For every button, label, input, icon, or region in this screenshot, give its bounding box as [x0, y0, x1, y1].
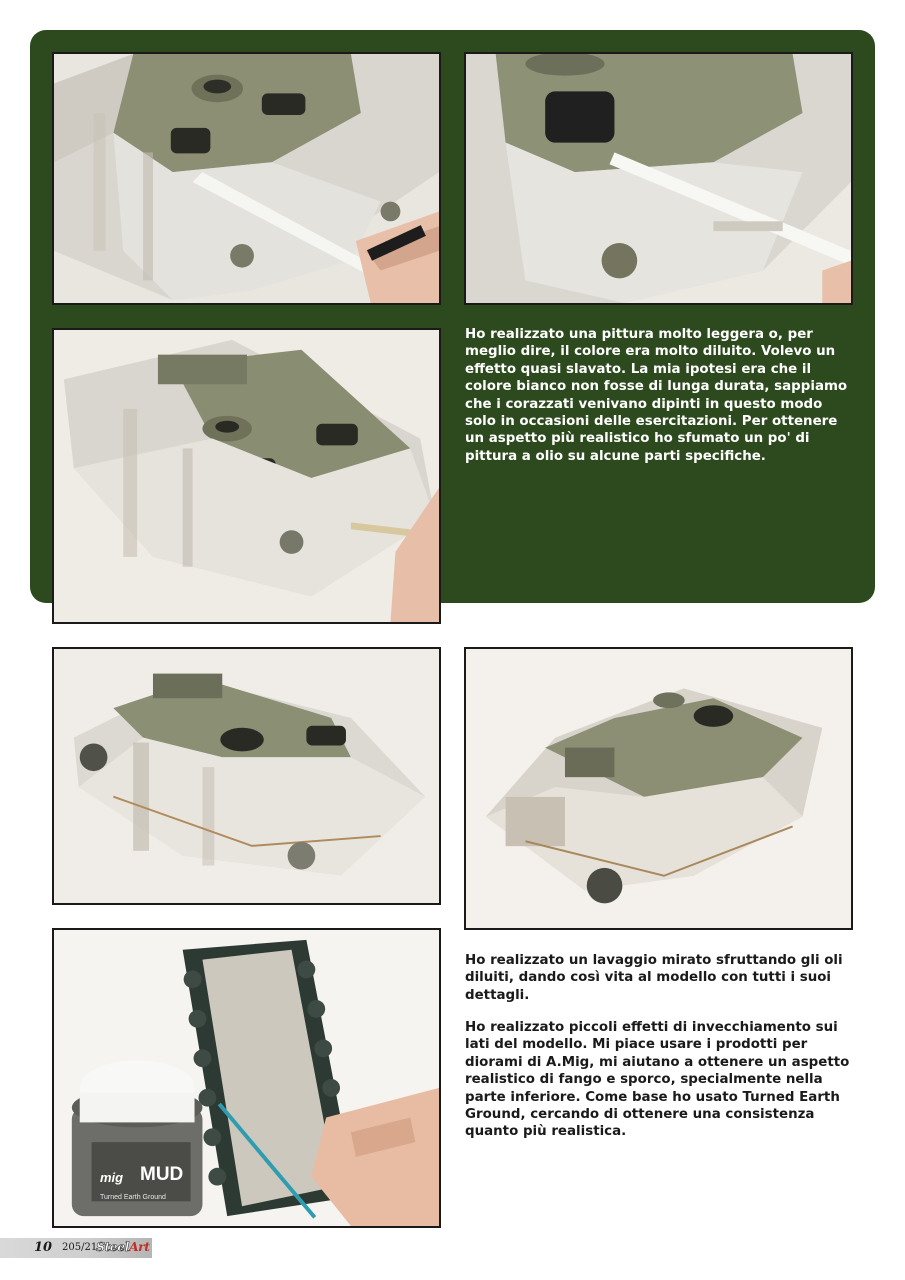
- photo-vehicle-rear-view: [464, 647, 853, 930]
- photo-mud-weathering: [52, 928, 441, 1228]
- logo-art-text: Art: [128, 1239, 150, 1254]
- mud-product-label: MUD: [140, 1164, 184, 1185]
- caption-weathering: Ho realizzato piccoli effetti di invecchiamento sui lati del modello. Mi piace usare i prodotti per diorami di A.Mig, mi aiutano a ottenere un aspetto realistico di fango e sporco, specialmente nella parte inferiore. Come base ho usato Turned Earth Ground, cercando di ottenere una consistenza quanto più realistica.: [465, 1020, 850, 1140]
- photo-vehicle-washed: [52, 647, 441, 905]
- magazine-logo: [96, 1239, 150, 1254]
- logo-steel-text: Steel: [96, 1239, 129, 1254]
- photo-painting-closeup: [464, 52, 853, 305]
- photo-painting-rear-plate: [52, 52, 441, 305]
- caption-wash: Ho realizzato un lavaggio mirato sfruttando gli oli diluiti, dando così vita al modello con tutti i suoi dettagli.: [465, 953, 843, 1003]
- photo-oil-paint: [52, 328, 441, 624]
- issue-number: 205/21: [62, 1242, 98, 1253]
- mig-brand-label: mig: [100, 1170, 124, 1185]
- caption-oil-painting: Ho realizzato una pittura molto leggera o, per meglio dire, il colore era molto diluito. Volevo un effetto quasi slavato. La mia ipotesi era che il colore bianco non fosse di lunga durata, sappiamo che i corazzati venivano dipinti in questo modo solo in occasioni delle esercitazioni. Per ottenere un aspetto più realistico ho sfumato un po' di pittura a olio su alcune parti specifiche.: [465, 327, 848, 464]
- mud-color-name: Turned Earth Ground: [100, 1194, 166, 1201]
- page-number: 10: [34, 1240, 53, 1255]
